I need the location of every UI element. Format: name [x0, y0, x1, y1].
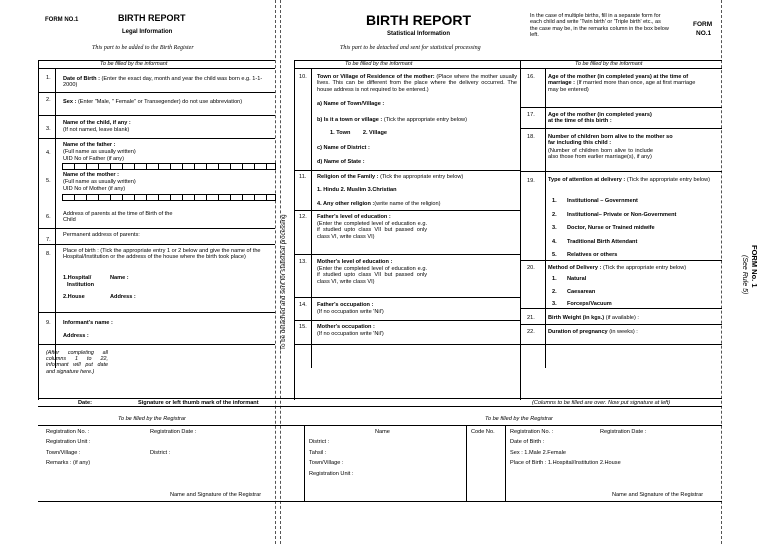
- town-or-village[interactable]: [317, 117, 467, 123]
- registration-unit[interactable]: Registration Unit :: [46, 439, 91, 445]
- child-name-help: (If not named, leave blank): [63, 127, 130, 133]
- item-number: 11.: [299, 174, 307, 180]
- item-number: 12.: [299, 214, 307, 220]
- option-number: 5.: [552, 252, 557, 258]
- name-column-header: Name: [375, 429, 390, 435]
- rule: [545, 68, 546, 368]
- right-registration-date[interactable]: Registration Date :: [600, 429, 647, 435]
- option-label[interactable]: Institutional – Government: [567, 198, 638, 204]
- birth-weight-field[interactable]: [548, 315, 639, 321]
- sex-field[interactable]: [63, 99, 263, 105]
- side-rule-label: (See Rule 5): [741, 255, 748, 295]
- pregnancy-duration-field[interactable]: [548, 329, 638, 335]
- item-number: 17.: [527, 112, 535, 118]
- form-label-right: FORM: [693, 21, 713, 28]
- other-religion-label: 4. Any other religion :: [317, 201, 375, 207]
- item-number: 21.: [527, 315, 535, 321]
- child-name-label: Name of the child, if any :: [63, 120, 131, 126]
- item-number: 4.: [46, 150, 51, 156]
- fold-line-left: [275, 0, 276, 544]
- religion-label: Religion of the Family :: [317, 174, 379, 180]
- registrar-header-left: To be filled by the Registrar: [118, 416, 186, 422]
- father-uid-label: UID No of Father (if any): [63, 156, 124, 162]
- mother-age-marriage-field[interactable]: [548, 74, 698, 93]
- item-number: 15.: [299, 324, 307, 330]
- right-registration-number[interactable]: Registration No. :: [510, 429, 554, 435]
- item-number: 7.: [46, 237, 51, 243]
- option-number: 2.: [552, 211, 557, 218]
- rule: [38, 398, 722, 399]
- item-number: 22.: [527, 329, 535, 335]
- rule: [38, 68, 275, 69]
- district-name[interactable]: c) Name of District :: [317, 145, 370, 151]
- rule: [294, 254, 520, 255]
- option-number: 4.: [552, 238, 557, 245]
- form-number-left: FORM NO.1: [45, 17, 79, 23]
- attention-delivery-field: [548, 177, 713, 183]
- subtitle-center: Statistical Information: [387, 31, 451, 37]
- other-religion-help: (write name of the religion): [374, 201, 441, 207]
- mother-uid-boxes[interactable]: [62, 194, 276, 201]
- rule: [294, 210, 520, 211]
- rule: [38, 228, 275, 229]
- date-label: Date:: [78, 400, 92, 406]
- institution-option: Institution: [67, 282, 95, 288]
- option-label[interactable]: Natural: [567, 276, 587, 282]
- rule: [466, 425, 467, 502]
- rule: [38, 425, 722, 426]
- children-born-label[interactable]: Number of children born alive to the mother so far including this child :: [548, 134, 673, 147]
- item-number: 19.: [527, 178, 535, 184]
- house-option[interactable]: 2.House: [63, 294, 85, 300]
- mother-age-marriage-help: (If married more than once, age at first marriage may be entered): [548, 80, 696, 93]
- mother-name-label: Name of the mother :: [63, 172, 119, 178]
- item-number: 14.: [299, 302, 307, 308]
- option-number: 1.: [552, 198, 557, 204]
- father-education-label: Father's level of education :: [317, 214, 391, 220]
- code-column-header: Code No.: [471, 429, 495, 435]
- mother-age-birth-label[interactable]: Age of the mother (in completed years) at the time of this birth :: [548, 112, 652, 125]
- option-label[interactable]: Caesarean: [567, 288, 596, 295]
- rule: [520, 171, 722, 172]
- detach-note: This part to be detached and sent for statistical processing: [340, 45, 481, 51]
- birth-weight-label: Birth Weight (in kgs.): [548, 315, 605, 321]
- rule: [38, 92, 275, 93]
- place-of-birth-label: Place of birth : (Tick the appropriate entry 1 or 2 below and give the name of the Hospital/Institution or the address of the house where the birth took place): [63, 248, 261, 261]
- rule: [294, 320, 520, 321]
- item-number: 10.: [299, 74, 307, 80]
- residence-help: (Place where the mother usually lives. This can be different from the place where the delivery occurred. The house address is not required to be entered.): [317, 74, 518, 93]
- middle-district[interactable]: District :: [309, 439, 330, 445]
- item-number: 18.: [527, 134, 535, 140]
- item-number: 20.: [527, 265, 535, 271]
- rule: [520, 128, 722, 129]
- hospital-option[interactable]: 1.Hospital/: [63, 275, 92, 281]
- sex-help: (Enter "Male, " Female" or Transegender) do not use abbreviation): [77, 99, 243, 105]
- rule: [520, 107, 722, 108]
- after-completing-note: (After completing all columns 1 to 22, informant will put date and signature here.): [46, 350, 108, 375]
- date-of-birth-field[interactable]: [63, 76, 268, 89]
- town-village[interactable]: Town/Village :: [46, 450, 81, 456]
- title-left: BIRTH REPORT: [118, 13, 186, 23]
- mother-age-marriage-label: Age of the mother (in completed years) at the time of marriage :: [548, 74, 689, 87]
- registrar-signature: Name and Signature of the Registrar: [170, 492, 262, 498]
- town-village-name[interactable]: a) Name of Town/Village :: [317, 101, 385, 107]
- permanent-address-label: Permanent address of parents:: [63, 232, 140, 238]
- rule: [38, 60, 39, 400]
- religion-help: (Tick the appropriate entry below): [380, 174, 464, 180]
- item-number: 13.: [299, 259, 307, 265]
- institution-name-label: Name :: [110, 275, 129, 281]
- rule: [520, 60, 521, 400]
- religion-options[interactable]: 1. Hindu 2. Muslim 3.Christian: [317, 187, 397, 193]
- registration-date[interactable]: Registration Date :: [150, 429, 197, 435]
- rule: [38, 501, 722, 502]
- registrar-header-right: To be filled by the Registrar: [485, 416, 553, 422]
- option-label[interactable]: Institutional– Private or Non-Government: [567, 211, 677, 218]
- option-label[interactable]: Traditional Birth Attendant: [567, 238, 638, 245]
- date-of-birth-label: Date of Birth :: [63, 76, 100, 82]
- item-number: 16.: [527, 74, 535, 80]
- option-label[interactable]: Relatives or others: [567, 252, 618, 258]
- middle-registration-unit[interactable]: Registration Unit :: [309, 471, 354, 477]
- attention-delivery-label: Type of attention at delivery :: [548, 177, 626, 183]
- house-address-label: Address :: [110, 294, 136, 300]
- residence-field: [317, 74, 517, 93]
- filled-by-informant-middle: To be filled by the informant: [345, 61, 413, 67]
- rule: [505, 425, 506, 502]
- rule: [38, 244, 275, 245]
- option-label[interactable]: Forceps/Vacuum: [567, 301, 612, 307]
- right-place-of-birth[interactable]: Place of Birth : 1.Hospital/Institution 2.House: [510, 460, 621, 466]
- rule: [38, 312, 275, 313]
- rule: [294, 297, 520, 298]
- residence-label: Town or Village of Residence of the mother:: [317, 74, 435, 80]
- item-number: 9.: [46, 320, 51, 326]
- rule: [294, 170, 520, 171]
- item-number: 1.: [46, 75, 51, 81]
- state-name[interactable]: d) Name of State :: [317, 159, 365, 165]
- town-or-village-help: (Tick the appropriate entry below): [383, 117, 467, 123]
- option-number: 3.: [552, 225, 557, 231]
- mother-education-label: Mother's level of education :: [317, 259, 393, 265]
- form-number-right: NO.1: [696, 30, 712, 37]
- item-number: 3.: [46, 126, 51, 132]
- filled-by-informant-left: To be filled by the informant: [100, 61, 168, 67]
- district[interactable]: District :: [150, 450, 171, 456]
- item-number: 2.: [46, 97, 51, 103]
- delivery-method-field: [548, 265, 686, 271]
- rule: [520, 344, 722, 345]
- signature-label: Signature or left thumb mark of the informant: [138, 400, 259, 406]
- rule: [520, 308, 722, 309]
- pregnancy-duration-help: (in weeks) :: [609, 329, 638, 335]
- option-label[interactable]: Doctor, Nurse or Trained midwife: [567, 225, 655, 231]
- informant-name-label: Informant's name :: [63, 320, 113, 326]
- option-number: 3.: [552, 301, 557, 307]
- rule: [294, 60, 295, 400]
- multiple-birth-note: In the case of multiple births, fill in a separate form for each child and write 'Twin birth' or 'Triple birth' etc., as the case may be, in the remarks column in the box below left.: [530, 13, 669, 38]
- father-occupation-help: (If no occupation write 'Nil'): [317, 309, 384, 315]
- attention-delivery-help: (Tick the appropriate entry below): [626, 177, 710, 183]
- rule: [38, 344, 275, 345]
- mother-occupation-label: Mother's occupation :: [317, 324, 375, 330]
- pregnancy-duration-label: Duration of pregnancy: [548, 329, 608, 335]
- right-date-of-birth[interactable]: Date of Birth :: [510, 439, 545, 445]
- mother-education-help: (Enter the completed level of education e.g. if studied upto class VII but passed only class VI, write class VI): [317, 266, 427, 285]
- religion-field: [317, 174, 463, 180]
- sex-label: Sex :: [63, 99, 77, 105]
- rule: [304, 425, 305, 502]
- option-number: 1.: [552, 276, 557, 282]
- town-or-village-label: b) Is it a town or village :: [317, 117, 383, 123]
- rule: [520, 260, 722, 261]
- register-note: This part to be added to the Birth Register: [92, 45, 194, 51]
- side-form-label: FORM No. 1: [750, 245, 759, 288]
- mother-name-help: (Full name as usually written): [63, 179, 136, 185]
- rule: [55, 68, 56, 368]
- rule: [311, 68, 312, 368]
- delivery-method-help: (Tick the appropriate entry below): [603, 265, 687, 271]
- item-number: 5.: [46, 178, 51, 184]
- town-village-options[interactable]: 1. Town 2. Village: [330, 130, 387, 136]
- rule: [38, 115, 275, 116]
- informant-address-label: Address :: [63, 333, 89, 339]
- item-number: 6.: [46, 214, 51, 220]
- delivery-method-label: Method of Delivery :: [548, 265, 602, 271]
- father-occupation-label: Father's occupation :: [317, 302, 374, 308]
- side-detach-text-wrap: [280, 150, 292, 350]
- rule: [520, 324, 722, 325]
- mother-occupation-help: (If no occupation write 'Nil'): [317, 331, 384, 337]
- father-education-help: (Enter the completed level of education e.g. if studied upto class VII but passed only class VI, write class VI): [317, 221, 427, 240]
- fold-line-right: [721, 0, 722, 544]
- registration-number[interactable]: Registration No. :: [46, 429, 90, 435]
- columns-over-note: (Columns to be filled are over. Now put signature at left): [532, 400, 671, 406]
- address-at-birth-label: Address of parents at the time of Birth of the Child: [63, 211, 173, 224]
- birth-weight-help: (if available) :: [605, 315, 639, 321]
- rule: [294, 344, 520, 345]
- remarks[interactable]: Remarks : (if any): [46, 460, 91, 466]
- middle-tahsil[interactable]: Tahsil :: [309, 450, 327, 456]
- filled-by-informant-right: To be filled by the informant: [575, 61, 643, 67]
- right-sex[interactable]: Sex : 1.Male 2.Female: [510, 450, 566, 456]
- rule: [294, 68, 722, 69]
- children-born-help: (Number of children born alive to include also those from earlier marriage(s), if any): [548, 148, 653, 161]
- right-registrar-signature: Name and Signature of the Registrar: [612, 492, 704, 498]
- subtitle-left: Legal Information: [122, 29, 173, 35]
- father-name-label: Name of the father :: [63, 142, 116, 148]
- date-of-birth-help: (Enter the exact day, month and year the child was born e.g. 1-1-2000): [63, 76, 263, 89]
- item-number: 8.: [46, 251, 51, 257]
- other-religion[interactable]: [317, 201, 441, 207]
- middle-town-village[interactable]: Town/Village :: [309, 460, 344, 466]
- side-detach-text: To be detached and sent for statistical processing: [280, 214, 287, 350]
- father-name-help: (Full name as usually written): [63, 149, 136, 155]
- title-center: BIRTH REPORT: [366, 12, 471, 28]
- option-number: 2.: [552, 288, 557, 295]
- mother-uid-label: UID No of Mother (if any): [63, 186, 126, 192]
- rule: [38, 138, 275, 139]
- father-uid-boxes[interactable]: [62, 163, 276, 170]
